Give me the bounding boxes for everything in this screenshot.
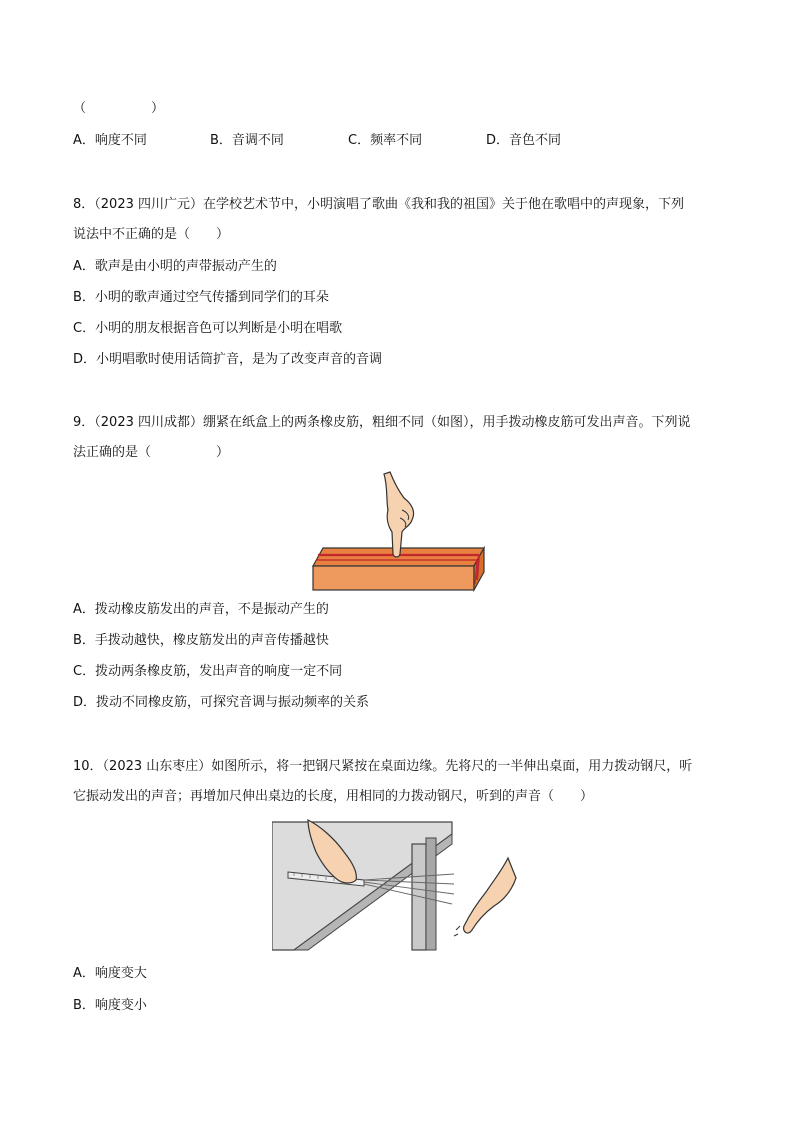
q8-option-d: D．小明唱歌时使用话筒扩音，是为了改变声音的音调 bbox=[73, 352, 383, 367]
q9-option-b: B．手拨动越快，橡皮筋发出的声音传播越快 bbox=[73, 633, 329, 648]
q10-stem-line1: 10．（2023 山东枣庄）如图所示，将一把钢尺紧按在桌面边缘。先将尺的一半伸出桌面，用力拨动钢尺，听 bbox=[73, 759, 693, 774]
q8-stem-line1: 8．（2023 四川广元）在学校艺术节中，小明演唱了歌曲《我和我的祖国》关于他在歌唱中的声现象，下列 bbox=[73, 197, 684, 212]
rubber-band-box-figure bbox=[308, 470, 488, 592]
q10-stem-line2: 它振动发出的声音；再增加尺伸出桌边的长度，用相同的力拨动钢尺，听到的声音（ ） bbox=[73, 789, 594, 804]
q7-option-d: D．音色不同 bbox=[486, 133, 562, 148]
steel-ruler-table-figure bbox=[272, 818, 528, 952]
q8-stem-line2: 说法中不正确的是（ ） bbox=[73, 227, 230, 242]
q7-option-b: B．音调不同 bbox=[210, 133, 284, 148]
q9-option-d: D．拨动不同橡皮筋，可探究音调与振动频率的关系 bbox=[73, 695, 370, 710]
q8-option-c: C．小明的朋友根据音色可以判断是小明在唱歌 bbox=[73, 321, 343, 336]
q7-option-c: C．频率不同 bbox=[348, 133, 423, 148]
q9-option-a: A．拨动橡皮筋发出的声音，不是振动产生的 bbox=[73, 602, 329, 617]
plucking-hand bbox=[464, 858, 516, 933]
table-leg bbox=[412, 844, 426, 950]
q8-option-a: A．歌声是由小明的声带振动产生的 bbox=[73, 259, 277, 274]
q9-option-c: C．拨动两条橡皮筋，发出声音的响度一定不同 bbox=[73, 664, 343, 679]
q10-option-a: A．响度变大 bbox=[73, 966, 147, 981]
q8-option-b: B．小明的歌声通过空气传播到同学们的耳朵 bbox=[73, 290, 329, 305]
q10-option-b: B．响度变小 bbox=[73, 998, 147, 1013]
q9-stem-line1: 9．（2023 四川成都）绷紧在纸盒上的两条橡皮筋，粗细不同（如图），用手拨动橡皮筋可发出声音。下列说 bbox=[73, 415, 691, 430]
q7-option-a: A．响度不同 bbox=[73, 133, 147, 148]
hand bbox=[384, 472, 414, 557]
box-front bbox=[313, 566, 474, 590]
q9-stem-line2: 法正确的是（ ） bbox=[73, 445, 230, 460]
q7-bracket: （ ） bbox=[73, 101, 165, 116]
